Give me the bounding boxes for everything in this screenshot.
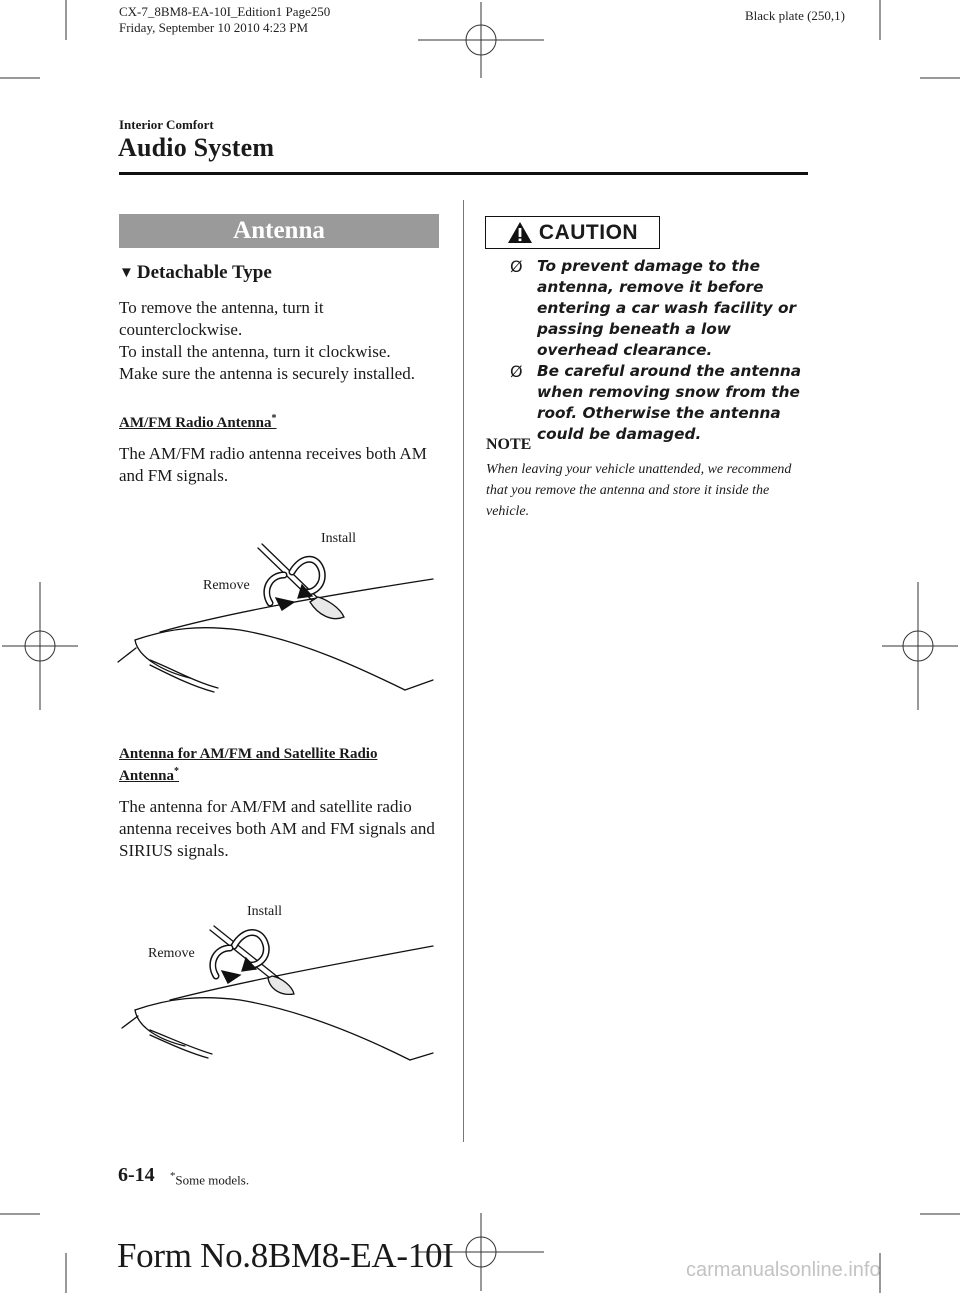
caution-item bbox=[510, 361, 810, 445]
satellite-description: The antenna for AM/FM and satellite radio antenna receives both AM and FM signals and SIRIUS signals. bbox=[119, 797, 435, 860]
intro-text bbox=[119, 297, 449, 385]
title-rule bbox=[119, 172, 808, 175]
arrow-bullet-icon: Ø bbox=[510, 257, 523, 276]
intro-line: Make sure the antenna is securely installed. bbox=[119, 364, 415, 383]
section-label: Interior Comfort bbox=[119, 117, 214, 132]
page-number: 6-14 bbox=[118, 1164, 155, 1186]
footnote-star-icon: * bbox=[170, 1170, 176, 1182]
caution-box bbox=[485, 216, 660, 249]
am-fm-description: The AM/FM radio antenna receives both AM and FM signals. bbox=[119, 444, 427, 485]
triangle-marker-icon: ▼ bbox=[119, 264, 134, 281]
note-heading: NOTE bbox=[486, 436, 532, 453]
form-number: Form No.8BM8-EA-10I bbox=[117, 1236, 454, 1275]
satellite-heading bbox=[119, 745, 419, 785]
subheading-text: Detachable Type bbox=[136, 262, 272, 283]
page-title: Audio System bbox=[118, 133, 275, 162]
print-info-date: Friday, September 10 2010 4:23 PM bbox=[119, 20, 309, 35]
caution-label: CAUTION bbox=[538, 220, 639, 244]
arrow-bullet-icon: Ø bbox=[510, 362, 523, 381]
detachable-type-heading bbox=[119, 262, 272, 284]
caution-item-text: Be careful around the antenna when removing snow from the roof. Otherwise the antenna could be damaged. bbox=[537, 362, 802, 443]
plate-label: Black plate (250,1) bbox=[745, 8, 845, 23]
footnote bbox=[170, 1170, 249, 1188]
caution-list bbox=[510, 256, 810, 445]
watermark: carmanualsonline.info bbox=[686, 1259, 881, 1281]
intro-line: To remove the antenna, turn it counterclockwise. bbox=[119, 298, 324, 339]
print-info-file: CX-7_8BM8-EA-10I_Edition1 Page250 bbox=[119, 4, 331, 19]
footnote-text: Some models. bbox=[175, 1172, 250, 1188]
antenna-banner: Antenna bbox=[119, 214, 439, 248]
footnote-star-icon: * bbox=[174, 766, 180, 777]
note-text: When leaving your vehicle unattended, we recommend that you remove the antenna and store it inside the vehicle. bbox=[486, 462, 792, 519]
install-label: Install bbox=[247, 904, 282, 919]
install-label: Install bbox=[321, 531, 356, 546]
remove-label: Remove bbox=[203, 578, 250, 593]
intro-line: To install the antenna, turn it clockwise. bbox=[119, 342, 391, 361]
caution-item-text: To prevent damage to the antenna, remove it before entering a car wash facility or passing beneath a low overhead clearance. bbox=[537, 257, 797, 359]
print-info bbox=[119, 4, 330, 36]
am-fm-heading bbox=[119, 410, 277, 432]
footnote-star-icon: * bbox=[271, 413, 277, 424]
am-fm-heading-text: AM/FM Radio Antenna bbox=[119, 415, 272, 431]
caution-item bbox=[510, 256, 810, 361]
column-divider bbox=[463, 200, 464, 1142]
remove-label: Remove bbox=[148, 946, 195, 961]
warning-icon bbox=[507, 221, 533, 244]
satellite-heading-text: Antenna for AM/FM and Satellite Radio Antenna bbox=[119, 746, 378, 784]
